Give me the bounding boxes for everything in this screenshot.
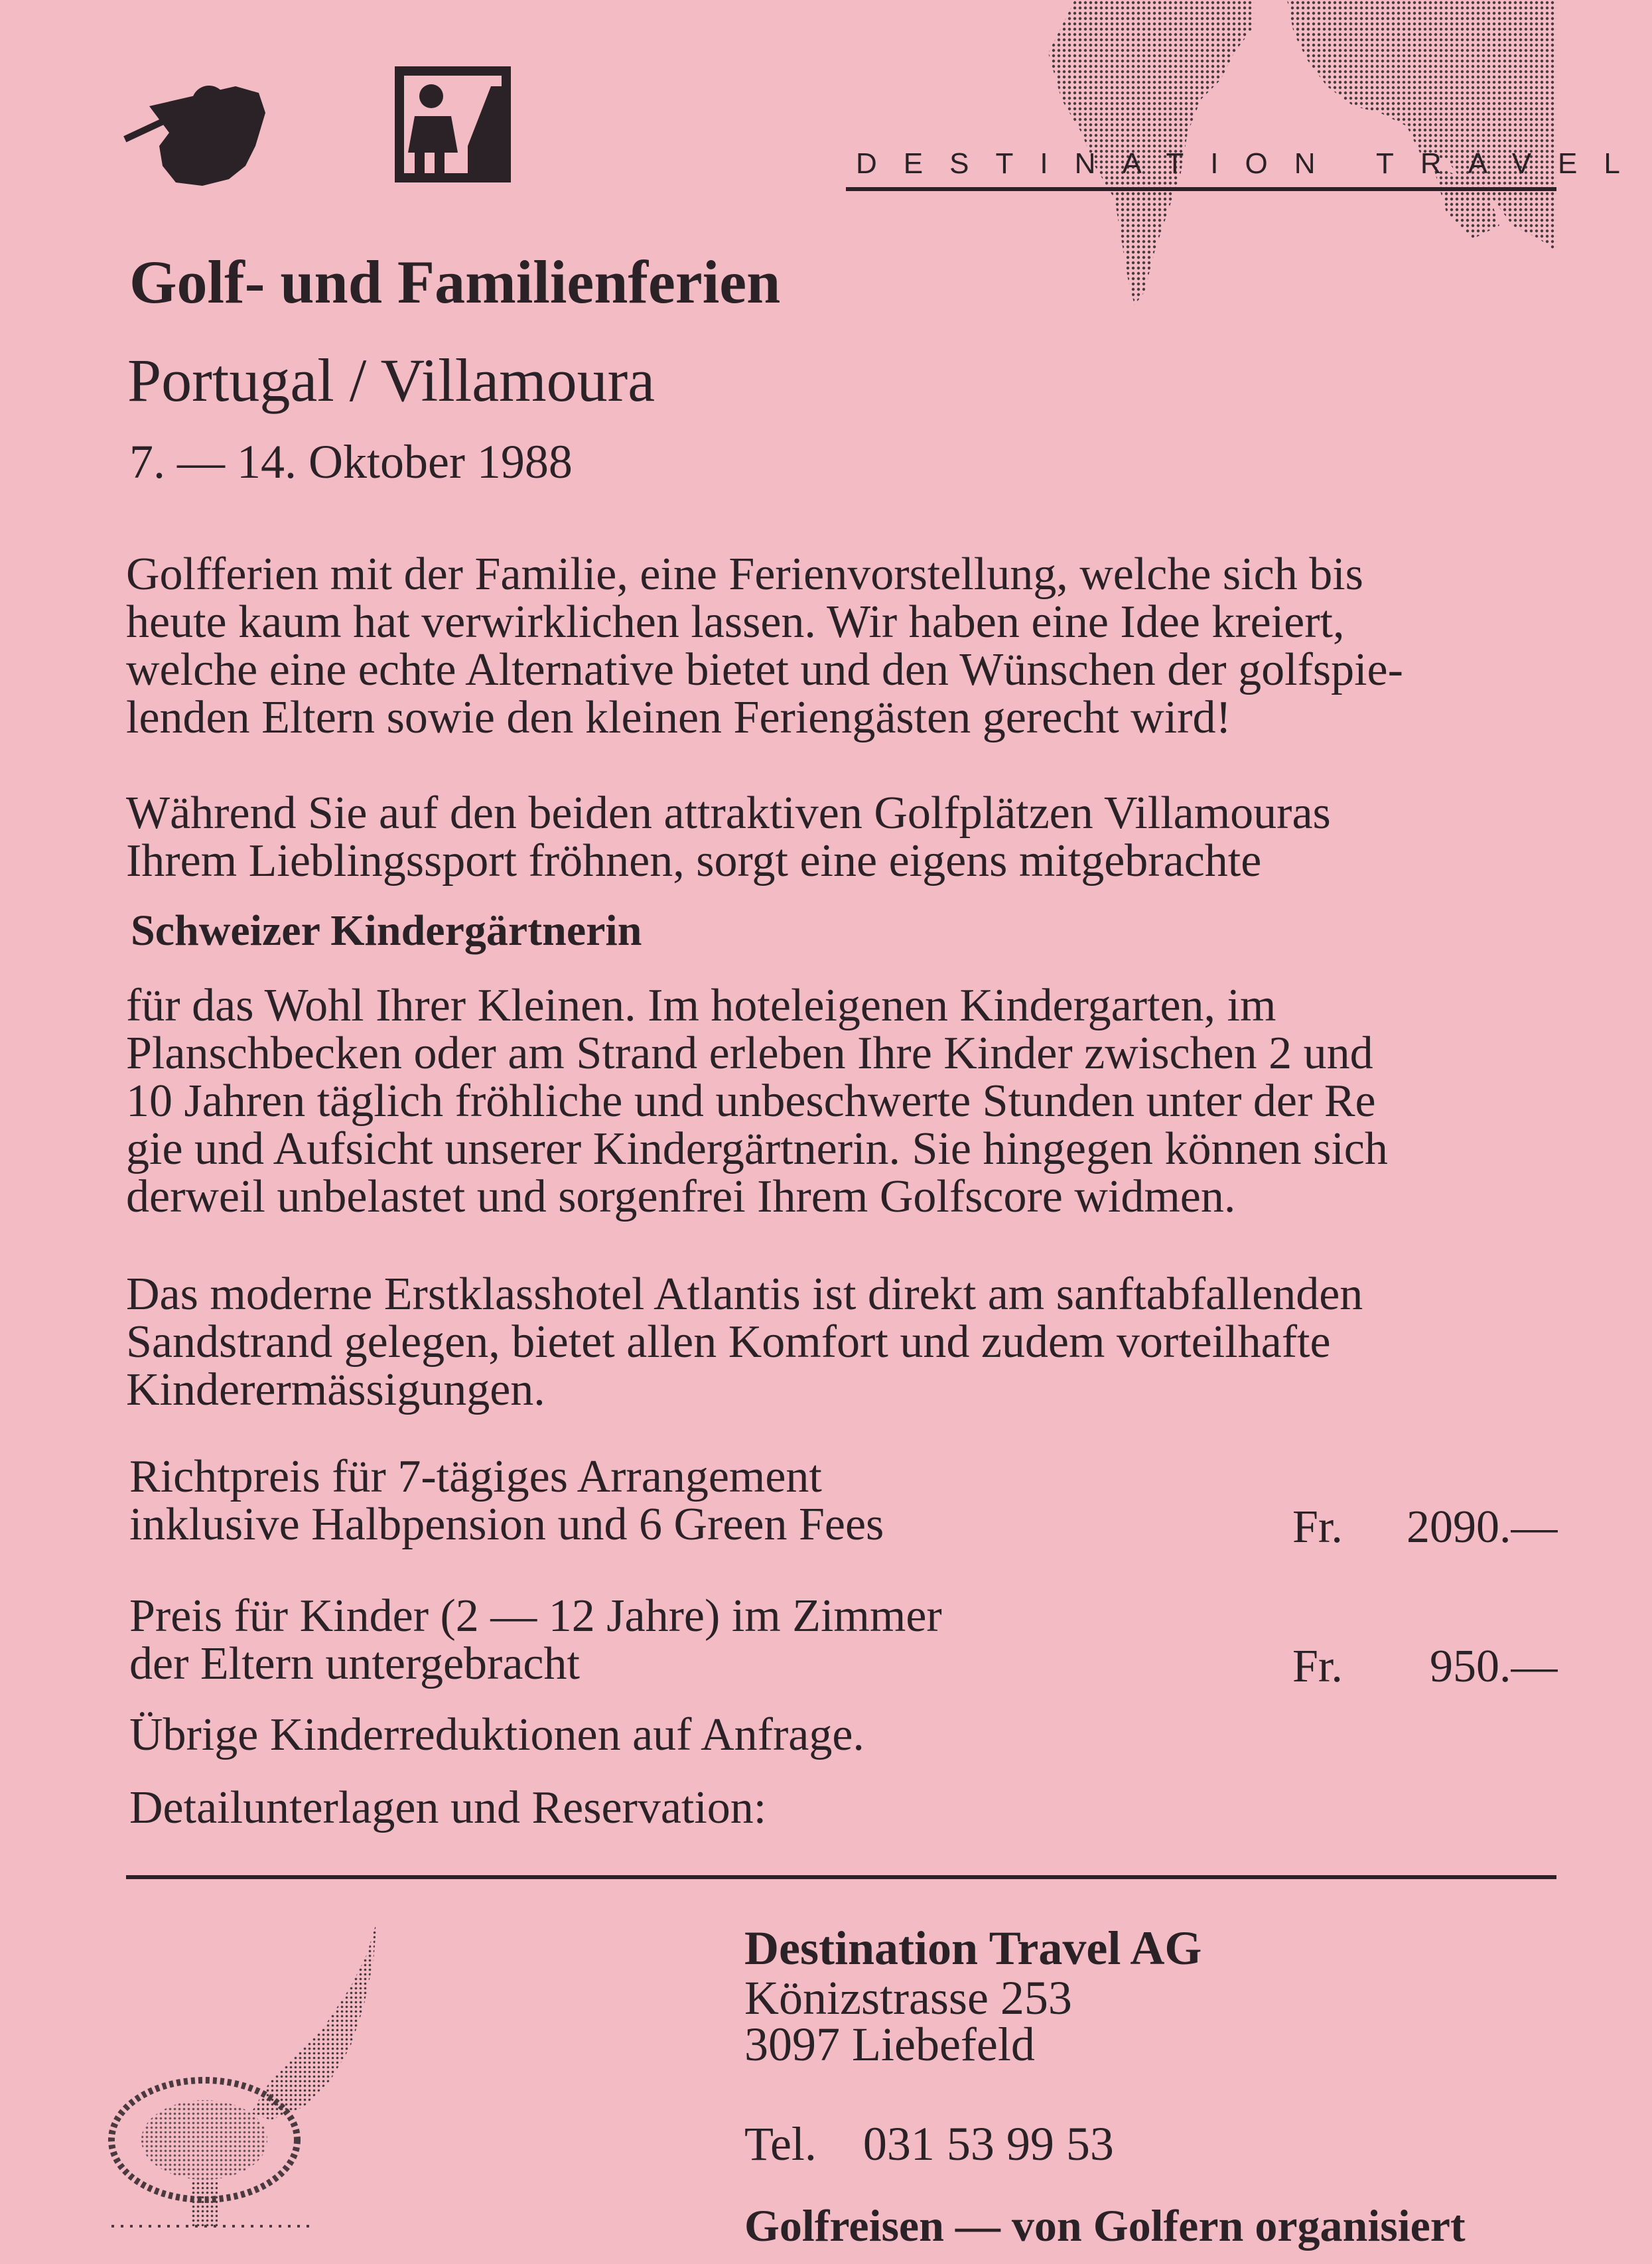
travel-dates: 7. — 14. Oktober 1988 <box>129 435 573 488</box>
golfer-icon <box>123 66 282 192</box>
brand-rule <box>846 187 1556 191</box>
price-currency: Fr. <box>1292 1502 1343 1553</box>
child-icon <box>395 66 511 182</box>
price-description-child <box>129 1592 942 1688</box>
text-line: Sandstrand gelegen, bietet allen Komfort und zudem vorteilhafte <box>126 1316 1331 1368</box>
text-line: Kinderermässigungen. <box>126 1364 545 1415</box>
company-street: Könizstrasse 253 <box>744 1971 1072 2024</box>
text-line: welche eine echte Alternative bietet und den Wünschen der golfspie- <box>126 644 1403 695</box>
page-subtitle: Portugal / Villamoura <box>127 346 655 414</box>
phone-label: Tel. <box>744 2117 817 2170</box>
company-name: Destination Travel AG <box>744 1922 1202 1975</box>
text-line: inklusive Halbpension und 6 Green Fees <box>129 1499 884 1550</box>
text-line: Golfferien mit der Familie, eine Ferienvorstellung, welche sich bis <box>126 549 1363 600</box>
price-description-adult <box>129 1453 884 1549</box>
paragraph-kindergarten <box>126 982 1652 1221</box>
price-amount-child: 950.— <box>1430 1641 1558 1692</box>
paragraph-hotel <box>126 1271 1652 1414</box>
brand-line: DESTINATION TRAVEL <box>856 147 1647 180</box>
text-line: lenden Eltern sowie den kleinen Feriengästen gerecht wird! <box>126 692 1231 743</box>
text-line: heute kaum hat verwirklichen lassen. Wir haben eine Idee kreiert, <box>126 597 1345 648</box>
company-phone <box>744 2117 1114 2172</box>
highlight-heading: Schweizer Kindergärtnerin <box>131 906 642 955</box>
text-line: Planschbecken oder am Strand erleben Ihre Kinder zwischen 2 und <box>126 1028 1373 1079</box>
page-title: Golf- und Familienferien <box>129 248 781 316</box>
text-line: Das moderne Erstklasshotel Atlantis ist direkt am sanftabfallenden <box>126 1269 1363 1320</box>
paragraph-golf <box>126 790 1652 885</box>
price-amount-adult: 2090.— <box>1407 1502 1558 1553</box>
reservation-note: Detailunterlagen und Reservation: <box>129 1782 767 1833</box>
company-slogan: Golfreisen — von Golfern organisiert <box>744 2200 1466 2251</box>
phone-number: 031 53 99 53 <box>862 2117 1114 2170</box>
paragraph-intro <box>126 551 1652 742</box>
text-line: Ihrem Lieblingssport fröhnen, sorgt eine eigens mitgebrachte <box>126 835 1262 886</box>
text-line: gie und Aufsicht unserer Kindergärtnerin. Sie hingegen können sich <box>126 1123 1388 1174</box>
text-line: Richtpreis für 7-tägiges Arrangement <box>129 1451 822 1502</box>
text-line: Preis für Kinder (2 — 12 Jahre) im Zimmer <box>129 1591 942 1642</box>
golf-ball-flame-illustration <box>98 1921 390 2233</box>
text-line: 10 Jahren täglich fröhliche und unbeschwerte Stunden unter der Re <box>126 1076 1376 1127</box>
text-line: derweil unbelastet und sorgenfrei Ihrem Golfscore widmen. <box>126 1171 1236 1222</box>
company-city: 3097 Liebefeld <box>744 2018 1035 2071</box>
text-line: der Eltern untergebracht <box>129 1638 580 1689</box>
child-reduction-note: Übrige Kinderreduktionen auf Anfrage. <box>129 1709 864 1760</box>
text-line: für das Wohl Ihrer Kleinen. Im hoteleigenen Kindergarten, im <box>126 980 1276 1031</box>
text-line: Während Sie auf den beiden attraktiven Golfplätzen Villamouras <box>126 788 1331 839</box>
footer-divider <box>126 1875 1556 1879</box>
price-currency: Fr. <box>1292 1641 1343 1692</box>
